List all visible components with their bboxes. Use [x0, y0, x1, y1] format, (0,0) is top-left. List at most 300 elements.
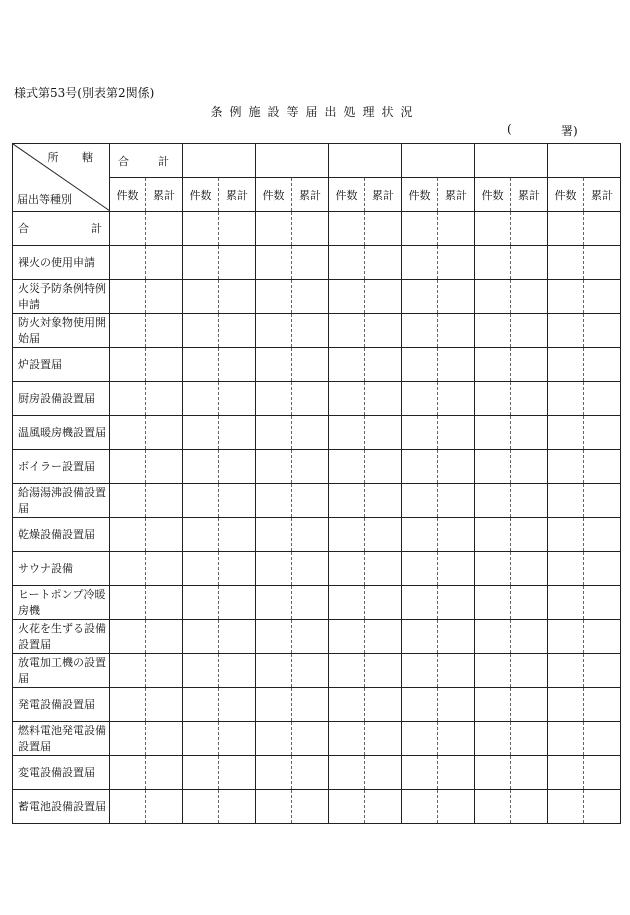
- count-cell[interactable]: [329, 654, 365, 688]
- cumulative-cell[interactable]: [146, 552, 183, 586]
- total-label-a: 合: [18, 221, 29, 235]
- count-cell[interactable]: [183, 382, 219, 416]
- table-row: [13, 416, 621, 450]
- cumulative-cell[interactable]: [438, 314, 475, 348]
- cumulative-cell[interactable]: [146, 212, 183, 246]
- cumulative-cell[interactable]: [584, 722, 621, 756]
- cumulative-cell[interactable]: [146, 348, 183, 382]
- count-cell[interactable]: [256, 586, 292, 620]
- cumulative-cell[interactable]: [146, 688, 183, 722]
- table-row: [13, 450, 621, 484]
- count-cell[interactable]: [256, 416, 292, 450]
- row-label: 裸火の使用申請: [13, 246, 110, 280]
- cumulative-cell[interactable]: [584, 620, 621, 654]
- count-cell[interactable]: [475, 348, 511, 382]
- count-cell[interactable]: [110, 382, 146, 416]
- count-cell[interactable]: [402, 416, 438, 450]
- cumulative-cell[interactable]: [365, 552, 402, 586]
- count-cell[interactable]: [548, 484, 584, 518]
- cumulative-cell[interactable]: [219, 654, 256, 688]
- cumulative-cell[interactable]: [438, 518, 475, 552]
- cumulative-cell[interactable]: [365, 586, 402, 620]
- cumulative-cell[interactable]: [438, 212, 475, 246]
- cumulative-cell[interactable]: [511, 450, 548, 484]
- count-cell[interactable]: [402, 382, 438, 416]
- station-header-cell[interactable]: [548, 144, 621, 178]
- cumulative-cell[interactable]: [365, 518, 402, 552]
- count-cell[interactable]: [183, 518, 219, 552]
- cumulative-cell[interactable]: [511, 552, 548, 586]
- cumulative-cell[interactable]: [584, 552, 621, 586]
- count-cell[interactable]: [548, 654, 584, 688]
- count-cell[interactable]: [256, 484, 292, 518]
- group-total-b: 計: [158, 154, 169, 168]
- count-cell[interactable]: [183, 280, 219, 314]
- cumulative-cell[interactable]: [146, 280, 183, 314]
- count-cell[interactable]: [183, 654, 219, 688]
- table-row: [13, 552, 621, 586]
- cumulative-cell[interactable]: [146, 722, 183, 756]
- count-cell[interactable]: [402, 756, 438, 790]
- count-cell[interactable]: [329, 586, 365, 620]
- cumulative-cell[interactable]: [584, 688, 621, 722]
- cumulative-cell[interactable]: [146, 416, 183, 450]
- count-cell[interactable]: [475, 484, 511, 518]
- count-cell[interactable]: [402, 586, 438, 620]
- cumulative-cell[interactable]: [292, 416, 329, 450]
- cumulative-cell[interactable]: [584, 314, 621, 348]
- count-cell[interactable]: [329, 348, 365, 382]
- count-cell[interactable]: [183, 484, 219, 518]
- cumulative-cell[interactable]: [584, 756, 621, 790]
- cumulative-cell[interactable]: [438, 552, 475, 586]
- count-cell[interactable]: [548, 246, 584, 280]
- count-cell[interactable]: [402, 688, 438, 722]
- cumulative-cell[interactable]: [292, 280, 329, 314]
- count-cell[interactable]: [402, 654, 438, 688]
- cumulative-cell[interactable]: [365, 688, 402, 722]
- row-label: 炉設置届: [13, 348, 110, 382]
- count-cell[interactable]: [183, 246, 219, 280]
- count-cell[interactable]: [475, 450, 511, 484]
- table-row: [13, 348, 621, 382]
- cumulative-cell[interactable]: [511, 654, 548, 688]
- cumulative-cell[interactable]: [146, 654, 183, 688]
- cumulative-cell[interactable]: [511, 484, 548, 518]
- cumulative-cell[interactable]: [219, 484, 256, 518]
- table-row: [13, 246, 621, 280]
- row-label: サウナ設備: [13, 552, 110, 586]
- cumulative-cell[interactable]: [511, 586, 548, 620]
- count-cell[interactable]: [329, 382, 365, 416]
- count-header: 件数: [548, 178, 584, 212]
- cumulative-header: 累計: [146, 178, 183, 212]
- count-cell[interactable]: [329, 756, 365, 790]
- cumulative-cell[interactable]: [511, 382, 548, 416]
- count-cell[interactable]: [402, 450, 438, 484]
- cumulative-cell[interactable]: [438, 620, 475, 654]
- cumulative-cell[interactable]: [511, 756, 548, 790]
- cumulative-cell[interactable]: [365, 280, 402, 314]
- count-header: 件数: [402, 178, 438, 212]
- count-cell[interactable]: [548, 790, 584, 824]
- count-cell[interactable]: [475, 280, 511, 314]
- count-cell[interactable]: [256, 382, 292, 416]
- cumulative-cell[interactable]: [584, 450, 621, 484]
- count-cell[interactable]: [256, 280, 292, 314]
- count-cell[interactable]: [548, 280, 584, 314]
- count-cell[interactable]: [183, 348, 219, 382]
- cumulative-cell[interactable]: [219, 450, 256, 484]
- count-cell[interactable]: [402, 280, 438, 314]
- cumulative-cell[interactable]: [219, 586, 256, 620]
- table-row: [13, 586, 621, 620]
- count-cell[interactable]: [256, 722, 292, 756]
- cumulative-cell[interactable]: [292, 688, 329, 722]
- count-cell[interactable]: [475, 790, 511, 824]
- station-header-cell[interactable]: [256, 144, 329, 178]
- count-cell[interactable]: [475, 688, 511, 722]
- cumulative-cell[interactable]: [584, 416, 621, 450]
- count-cell[interactable]: [110, 212, 146, 246]
- count-cell[interactable]: [110, 722, 146, 756]
- count-cell[interactable]: [183, 790, 219, 824]
- count-cell[interactable]: [110, 416, 146, 450]
- count-header: 件数: [475, 178, 511, 212]
- cumulative-cell[interactable]: [584, 518, 621, 552]
- count-cell[interactable]: [183, 212, 219, 246]
- count-cell[interactable]: [475, 518, 511, 552]
- cumulative-cell[interactable]: [146, 450, 183, 484]
- cumulative-header: 累計: [219, 178, 256, 212]
- count-cell[interactable]: [110, 280, 146, 314]
- row-label: 発電設備設置届: [13, 688, 110, 722]
- station-suffix: 署): [561, 124, 578, 138]
- cumulative-cell[interactable]: [365, 246, 402, 280]
- count-cell[interactable]: [548, 314, 584, 348]
- cumulative-cell[interactable]: [511, 348, 548, 382]
- cumulative-cell[interactable]: [511, 246, 548, 280]
- cumulative-cell[interactable]: [438, 484, 475, 518]
- count-cell[interactable]: [475, 246, 511, 280]
- cumulative-cell[interactable]: [365, 484, 402, 518]
- count-cell[interactable]: [548, 518, 584, 552]
- table-row: [13, 314, 621, 348]
- count-cell[interactable]: [329, 280, 365, 314]
- cumulative-cell[interactable]: [292, 654, 329, 688]
- cumulative-cell[interactable]: [365, 722, 402, 756]
- cumulative-cell[interactable]: [438, 348, 475, 382]
- count-cell[interactable]: [402, 620, 438, 654]
- count-cell[interactable]: [256, 212, 292, 246]
- count-cell[interactable]: [548, 450, 584, 484]
- count-cell[interactable]: [548, 416, 584, 450]
- cumulative-cell[interactable]: [146, 790, 183, 824]
- cumulative-cell[interactable]: [365, 416, 402, 450]
- cumulative-cell[interactable]: [219, 518, 256, 552]
- count-cell[interactable]: [183, 416, 219, 450]
- row-label: 温風暖房機設置届: [13, 416, 110, 450]
- count-cell[interactable]: [110, 756, 146, 790]
- cumulative-cell[interactable]: [219, 246, 256, 280]
- cumulative-cell[interactable]: [146, 246, 183, 280]
- count-cell[interactable]: [110, 246, 146, 280]
- cumulative-cell[interactable]: [438, 654, 475, 688]
- station-header-cell[interactable]: [329, 144, 402, 178]
- count-cell[interactable]: [256, 688, 292, 722]
- row-label: 給湯湯沸設備設置届: [13, 484, 110, 518]
- cumulative-cell[interactable]: [511, 688, 548, 722]
- cumulative-cell[interactable]: [292, 450, 329, 484]
- count-cell[interactable]: [329, 314, 365, 348]
- cumulative-cell[interactable]: [146, 586, 183, 620]
- cumulative-cell[interactable]: [292, 348, 329, 382]
- cumulative-cell[interactable]: [584, 790, 621, 824]
- cumulative-cell[interactable]: [219, 722, 256, 756]
- count-cell[interactable]: [475, 722, 511, 756]
- count-cell[interactable]: [548, 620, 584, 654]
- cumulative-cell[interactable]: [365, 620, 402, 654]
- cumulative-cell[interactable]: [292, 518, 329, 552]
- count-cell[interactable]: [183, 722, 219, 756]
- cumulative-cell[interactable]: [292, 212, 329, 246]
- cumulative-cell[interactable]: [365, 756, 402, 790]
- count-cell[interactable]: [548, 552, 584, 586]
- cumulative-cell[interactable]: [292, 620, 329, 654]
- cumulative-cell[interactable]: [584, 654, 621, 688]
- cumulative-cell[interactable]: [365, 314, 402, 348]
- count-cell[interactable]: [475, 212, 511, 246]
- cumulative-cell[interactable]: [438, 280, 475, 314]
- count-cell[interactable]: [183, 688, 219, 722]
- count-cell[interactable]: [256, 654, 292, 688]
- count-cell[interactable]: [110, 790, 146, 824]
- count-cell[interactable]: [475, 756, 511, 790]
- cumulative-cell[interactable]: [219, 280, 256, 314]
- count-cell[interactable]: [402, 484, 438, 518]
- cumulative-cell[interactable]: [219, 688, 256, 722]
- table-row: [13, 382, 621, 416]
- cumulative-cell[interactable]: [584, 382, 621, 416]
- count-cell[interactable]: [256, 756, 292, 790]
- cumulative-cell[interactable]: [365, 450, 402, 484]
- count-cell[interactable]: [475, 382, 511, 416]
- cumulative-cell[interactable]: [511, 416, 548, 450]
- count-cell[interactable]: [110, 620, 146, 654]
- count-cell[interactable]: [110, 654, 146, 688]
- cumulative-cell[interactable]: [292, 722, 329, 756]
- count-cell[interactable]: [329, 722, 365, 756]
- station-header-cell[interactable]: [402, 144, 475, 178]
- count-cell[interactable]: [475, 620, 511, 654]
- row-label: 防火対象物使用開始届: [13, 314, 110, 348]
- cumulative-cell[interactable]: [292, 246, 329, 280]
- count-cell[interactable]: [183, 450, 219, 484]
- table-row: [13, 790, 621, 824]
- count-cell[interactable]: [475, 586, 511, 620]
- cumulative-cell[interactable]: [146, 314, 183, 348]
- cumulative-cell[interactable]: [584, 348, 621, 382]
- station-header-cell[interactable]: [183, 144, 256, 178]
- cumulative-cell[interactable]: [511, 314, 548, 348]
- count-cell[interactable]: [402, 348, 438, 382]
- count-cell[interactable]: [329, 620, 365, 654]
- count-cell[interactable]: [110, 450, 146, 484]
- cumulative-cell[interactable]: [584, 246, 621, 280]
- count-cell[interactable]: [183, 552, 219, 586]
- count-cell[interactable]: [183, 314, 219, 348]
- count-cell[interactable]: [183, 756, 219, 790]
- cumulative-cell[interactable]: [292, 484, 329, 518]
- cumulative-cell[interactable]: [292, 756, 329, 790]
- count-cell[interactable]: [548, 382, 584, 416]
- count-cell[interactable]: [110, 348, 146, 382]
- report-table: [12, 143, 621, 824]
- cumulative-cell[interactable]: [438, 450, 475, 484]
- count-cell[interactable]: [402, 552, 438, 586]
- count-cell[interactable]: [475, 314, 511, 348]
- cumulative-cell[interactable]: [584, 484, 621, 518]
- row-label: 厨房設備設置届: [13, 382, 110, 416]
- cumulative-cell[interactable]: [584, 212, 621, 246]
- count-cell[interactable]: [402, 212, 438, 246]
- count-cell[interactable]: [256, 552, 292, 586]
- count-cell[interactable]: [548, 722, 584, 756]
- count-cell[interactable]: [548, 348, 584, 382]
- cumulative-cell[interactable]: [511, 790, 548, 824]
- count-cell[interactable]: [110, 688, 146, 722]
- cumulative-cell[interactable]: [584, 280, 621, 314]
- cumulative-cell[interactable]: [438, 382, 475, 416]
- cumulative-cell[interactable]: [219, 552, 256, 586]
- count-cell[interactable]: [329, 518, 365, 552]
- cumulative-cell[interactable]: [219, 416, 256, 450]
- cumulative-header: 累計: [584, 178, 621, 212]
- cumulative-cell[interactable]: [219, 212, 256, 246]
- total-label-b: 計: [91, 221, 102, 235]
- cumulative-cell[interactable]: [511, 212, 548, 246]
- cumulative-cell[interactable]: [438, 790, 475, 824]
- report-type-label: 届出等種別: [17, 193, 72, 206]
- cumulative-cell[interactable]: [146, 382, 183, 416]
- count-cell[interactable]: [183, 586, 219, 620]
- cumulative-cell[interactable]: [584, 586, 621, 620]
- table-row: [13, 688, 621, 722]
- count-cell[interactable]: [329, 246, 365, 280]
- table-row: [13, 722, 621, 756]
- count-cell[interactable]: [548, 688, 584, 722]
- count-cell[interactable]: [402, 518, 438, 552]
- cumulative-cell[interactable]: [219, 620, 256, 654]
- row-label: 火花を生ずる設備設置届: [13, 620, 110, 654]
- cumulative-cell[interactable]: [365, 382, 402, 416]
- count-cell[interactable]: [110, 314, 146, 348]
- cumulative-cell[interactable]: [511, 518, 548, 552]
- cumulative-cell[interactable]: [146, 518, 183, 552]
- count-cell[interactable]: [329, 416, 365, 450]
- cumulative-cell[interactable]: [219, 382, 256, 416]
- cumulative-cell[interactable]: [438, 586, 475, 620]
- cumulative-cell[interactable]: [292, 382, 329, 416]
- station-header-cell[interactable]: [475, 144, 548, 178]
- cumulative-cell[interactable]: [438, 416, 475, 450]
- count-cell[interactable]: [329, 212, 365, 246]
- cumulative-cell[interactable]: [438, 246, 475, 280]
- cumulative-cell[interactable]: [292, 552, 329, 586]
- cumulative-cell[interactable]: [146, 484, 183, 518]
- row-label: ボイラー設置届: [13, 450, 110, 484]
- cumulative-cell[interactable]: [511, 722, 548, 756]
- count-cell[interactable]: [402, 722, 438, 756]
- count-cell[interactable]: [256, 518, 292, 552]
- cumulative-cell[interactable]: [146, 620, 183, 654]
- header-corner-cell: [13, 144, 110, 212]
- count-cell[interactable]: [548, 756, 584, 790]
- cumulative-cell[interactable]: [511, 620, 548, 654]
- cumulative-cell[interactable]: [511, 280, 548, 314]
- count-cell[interactable]: [402, 246, 438, 280]
- count-cell[interactable]: [329, 688, 365, 722]
- cumulative-cell[interactable]: [146, 756, 183, 790]
- count-cell[interactable]: [548, 212, 584, 246]
- count-cell[interactable]: [402, 790, 438, 824]
- count-cell[interactable]: [256, 246, 292, 280]
- count-cell[interactable]: [329, 450, 365, 484]
- cumulative-cell[interactable]: [438, 722, 475, 756]
- cumulative-cell[interactable]: [219, 756, 256, 790]
- cumulative-cell[interactable]: [292, 586, 329, 620]
- cumulative-cell[interactable]: [292, 314, 329, 348]
- count-cell[interactable]: [475, 654, 511, 688]
- count-cell[interactable]: [475, 552, 511, 586]
- count-header: 件数: [183, 178, 219, 212]
- cumulative-cell[interactable]: [219, 314, 256, 348]
- cumulative-cell[interactable]: [292, 790, 329, 824]
- count-cell[interactable]: [475, 416, 511, 450]
- table-row: [13, 518, 621, 552]
- count-cell[interactable]: [256, 790, 292, 824]
- count-cell[interactable]: [329, 552, 365, 586]
- count-cell[interactable]: [256, 620, 292, 654]
- count-cell[interactable]: [110, 484, 146, 518]
- cumulative-cell[interactable]: [365, 790, 402, 824]
- count-cell[interactable]: [256, 314, 292, 348]
- count-cell[interactable]: [256, 450, 292, 484]
- cumulative-cell[interactable]: [365, 654, 402, 688]
- cumulative-cell[interactable]: [438, 688, 475, 722]
- cumulative-cell[interactable]: [365, 212, 402, 246]
- count-cell[interactable]: [329, 484, 365, 518]
- cumulative-cell[interactable]: [365, 348, 402, 382]
- count-cell[interactable]: [256, 348, 292, 382]
- count-cell[interactable]: [110, 552, 146, 586]
- cumulative-header: 累計: [438, 178, 475, 212]
- row-label: 乾燥設備設置届: [13, 518, 110, 552]
- count-cell[interactable]: [110, 586, 146, 620]
- group-total-a: 合: [118, 154, 129, 168]
- cumulative-cell[interactable]: [219, 790, 256, 824]
- cumulative-cell[interactable]: [438, 756, 475, 790]
- count-cell[interactable]: [548, 586, 584, 620]
- total-row-label: [13, 212, 110, 246]
- count-cell[interactable]: [402, 314, 438, 348]
- row-label: ヒートポンプ冷暖房機: [13, 586, 110, 620]
- cumulative-cell[interactable]: [219, 348, 256, 382]
- table-row: [13, 756, 621, 790]
- count-cell[interactable]: [110, 518, 146, 552]
- count-cell[interactable]: [183, 620, 219, 654]
- count-cell[interactable]: [329, 790, 365, 824]
